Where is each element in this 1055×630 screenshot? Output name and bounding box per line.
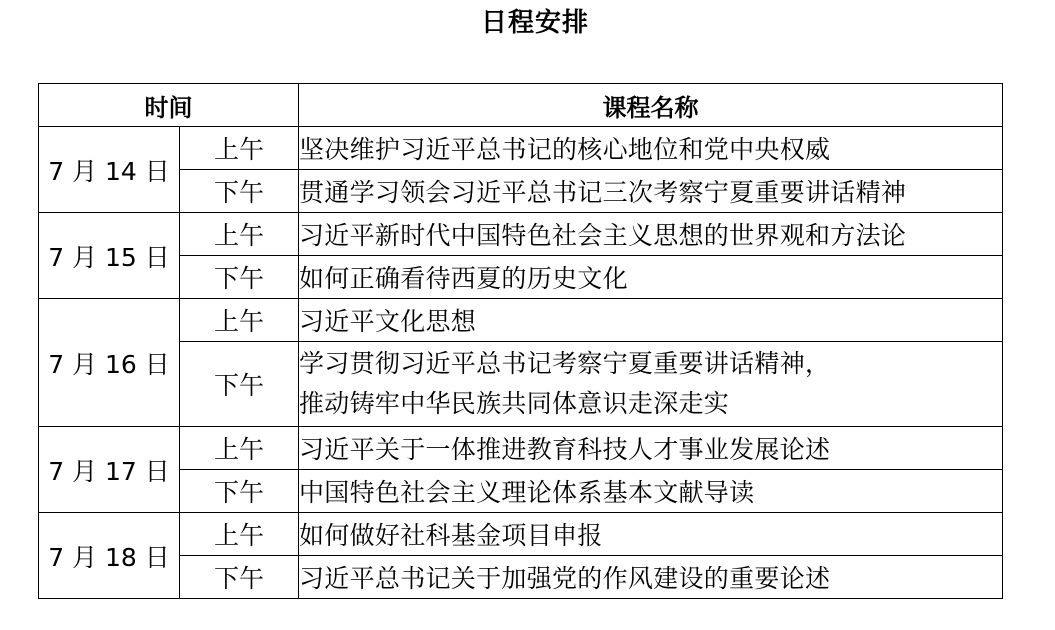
course-cell: 习近平总书记关于加强党的作风建设的重要论述 [299,556,1003,599]
header-course: 课程名称 [299,84,1003,127]
period-cell: 上午 [180,427,299,470]
course-cell: 中国特色社会主义理论体系基本文献导读 [299,470,1003,513]
date-cell: 7 月 15 日 [39,213,180,299]
period-cell: 下午 [180,170,299,213]
period-cell: 下午 [180,342,299,427]
table-row [39,470,1003,513]
course-cell [299,342,1003,427]
table-row [39,256,1003,299]
table-row [39,170,1003,213]
date-cell: 7 月 17 日 [39,427,180,513]
date-cell: 7 月 14 日 [39,127,180,213]
course-cell: 如何正确看待西夏的历史文化 [299,256,1003,299]
table-row [39,127,1003,170]
course-cell: 习近平新时代中国特色社会主义思想的世界观和方法论 [299,213,1003,256]
course-cell: 贯通学习领会习近平总书记三次考察宁夏重要讲话精神 [299,170,1003,213]
header-time: 时间 [39,84,299,127]
course-cell: 如何做好社科基金项目申报 [299,513,1003,556]
period-cell: 上午 [180,213,299,256]
schedule-table [38,83,1003,599]
date-cell: 7 月 16 日 [39,299,180,427]
course-line: 学习贯彻习近平总书记考察宁夏重要讲话精神， [299,349,831,378]
table-header-row [39,84,1003,127]
period-cell: 下午 [180,556,299,599]
period-cell: 上午 [180,513,299,556]
date-cell: 7 月 18 日 [39,513,180,599]
course-cell: 习近平文化思想 [299,299,1003,342]
table-row [39,213,1003,256]
table-row [39,427,1003,470]
period-cell: 上午 [180,299,299,342]
period-cell: 上午 [180,127,299,170]
course-cell: 坚决维护习近平总书记的核心地位和党中央权威 [299,127,1003,170]
page-title: 日程安排 [480,8,589,38]
period-cell: 下午 [180,256,299,299]
course-cell: 习近平关于一体推进教育科技人才事业发展论述 [299,427,1003,470]
period-cell: 下午 [180,470,299,513]
table-row [39,342,1003,427]
table-row [39,513,1003,556]
table-row [39,556,1003,599]
table-row [39,299,1003,342]
course-line: 推动铸牢中华民族共同体意识走深走实 [299,389,730,418]
